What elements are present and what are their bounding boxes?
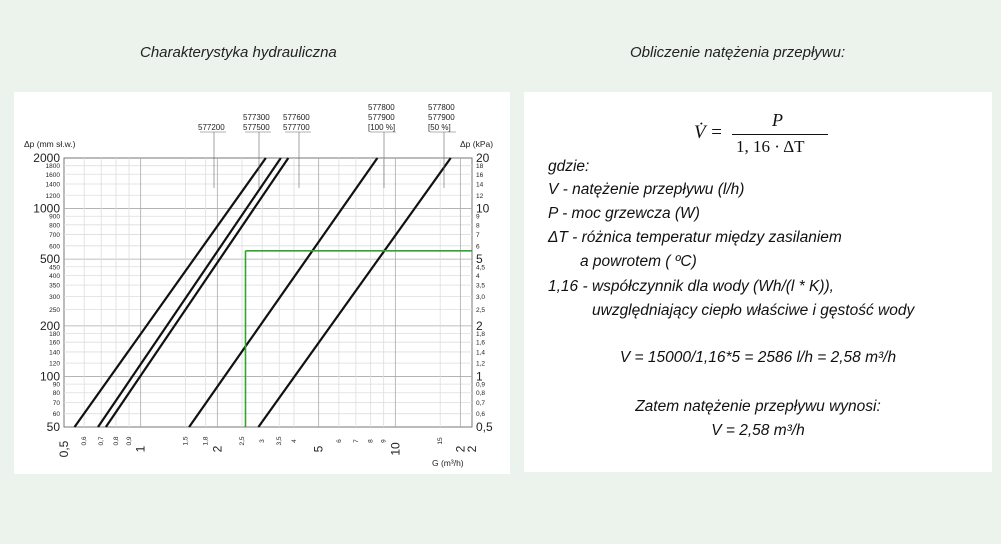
- fraction-bar: [732, 134, 828, 135]
- y-tick-label-left: 1200: [45, 192, 60, 200]
- x-axis-label: G (m³/h): [432, 458, 464, 468]
- y-tick-label-left: 80: [52, 390, 60, 398]
- y-tick-label-right: 0,6: [476, 411, 486, 419]
- y-tick-label-right: 4: [476, 272, 480, 280]
- y-tick-label-right: 4,5: [476, 264, 486, 272]
- where-label: gdzie:: [548, 158, 590, 175]
- series-label: 577700: [283, 123, 310, 132]
- x-tick-label: 3,5: [276, 436, 284, 446]
- y-tick-label-right: 0,7: [476, 399, 486, 407]
- y-tick-label-right: 5: [476, 252, 483, 267]
- calculation-title: Obliczenie natężenia przepływu:: [630, 44, 846, 61]
- x-tick-label: 8: [367, 439, 375, 443]
- x-tick-label: 2: [465, 445, 479, 453]
- x-tick-label: 0,5: [57, 440, 71, 458]
- y-tick-label-left: 200: [39, 318, 60, 333]
- y-tick-label-left: 1400: [45, 181, 60, 189]
- y-tick-label-right: 20: [476, 151, 490, 165]
- y-axis-label-right: Δp (kPa): [460, 139, 494, 149]
- x-tick-label: 9: [380, 439, 388, 443]
- y-tick-label-left: 500: [39, 252, 60, 267]
- definition-coef: 1,16 - współczynnik dla wody (Wh/(l * K)),: [548, 278, 834, 295]
- series-label: [50 %]: [428, 123, 451, 132]
- y-tick-label-left: 180: [49, 331, 60, 339]
- definition-dt-cont: a powrotem ( ºC): [580, 253, 697, 270]
- definition-v: V - natężenie przepływu (l/h): [548, 181, 745, 198]
- series-label: 577800: [428, 103, 455, 112]
- series-line: [98, 158, 281, 427]
- y-tick-label-right: 1,4: [476, 349, 486, 357]
- y-tick-label-right: 1,8: [476, 331, 486, 339]
- x-tick-label: 2: [210, 445, 225, 453]
- y-tick-label-left: 140: [49, 349, 60, 357]
- series-label: 577600: [283, 113, 310, 122]
- calculation-result: V = 15000/1,16*5 = 2586 l/h = 2,58 m³/h: [619, 349, 897, 366]
- series-line: [75, 158, 266, 427]
- y-tick-label-right: 18: [476, 163, 484, 171]
- y-tick-label-left: 100: [39, 369, 60, 384]
- chart-title: Charakterystyka hydrauliczna: [140, 44, 337, 61]
- x-tick-label: 4: [290, 439, 298, 443]
- series-line: [258, 158, 450, 427]
- y-tick-label-left: 800: [49, 222, 60, 230]
- series-label: 577900: [428, 113, 455, 122]
- series-label: 577500: [243, 123, 270, 132]
- y-tick-label-right: 2: [476, 318, 483, 333]
- y-tick-label-left: 1600: [45, 171, 60, 179]
- y-tick-label-right: 3,5: [476, 282, 486, 290]
- x-tick-label: 0,6: [81, 436, 89, 446]
- y-tick-label-left: 400: [49, 272, 60, 280]
- y-tick-label-right: 1: [476, 369, 483, 384]
- y-tick-label-left: 120: [49, 360, 60, 368]
- formula-lhs: V̇ =: [694, 122, 723, 143]
- x-tick-label: 1,8: [202, 436, 210, 446]
- definition-coef-cont: uwzględniający ciepło właściwe i gęstość wody: [592, 302, 915, 319]
- hydraulic-chart-panel: [14, 92, 510, 474]
- y-axis-label-left: Δp (mm sł.w.): [24, 139, 76, 149]
- series-label: 577200: [198, 123, 225, 132]
- series-label: 577900: [368, 113, 395, 122]
- y-tick-label-right: 14: [476, 181, 484, 189]
- y-tick-label-right: 16: [476, 171, 484, 179]
- summary-value: V = 2,58 m³/h: [711, 422, 805, 439]
- y-tick-label-left: 700: [49, 232, 60, 240]
- y-tick-label-right: 8: [476, 222, 480, 230]
- y-tick-label-right: 2,5: [476, 307, 486, 315]
- y-tick-label-left: 1000: [33, 201, 60, 216]
- y-tick-label-right: 1,2: [476, 360, 486, 368]
- x-tick-label: 0,7: [98, 436, 106, 446]
- series-label: 577300: [243, 113, 270, 122]
- y-tick-label-left: 900: [49, 213, 60, 221]
- y-tick-label-left: 250: [49, 307, 60, 315]
- y-tick-label-right: 0,5: [476, 420, 493, 434]
- y-tick-label-left: 300: [49, 293, 60, 301]
- x-tick-label: 3: [259, 439, 267, 443]
- summary-label: Zatem natężenie przepływu wynosi:: [635, 398, 881, 415]
- y-tick-label-left: 600: [49, 243, 60, 251]
- y-tick-label-right: 12: [476, 192, 484, 200]
- y-tick-label-right: 10: [476, 201, 490, 216]
- x-tick-label: 7: [352, 439, 360, 443]
- x-tick-label: 1: [133, 445, 148, 453]
- y-tick-label-right: 0,9: [476, 381, 486, 389]
- formula-denominator: 1, 16 · ΔT: [736, 137, 805, 156]
- hydraulic-chart: [14, 92, 510, 474]
- y-tick-label-left: 60: [52, 411, 60, 419]
- calculation-panel: [524, 92, 992, 472]
- x-tick-label: 1,5: [182, 436, 190, 446]
- y-tick-label-left: 2000: [33, 151, 60, 165]
- y-tick-label-left: 450: [49, 264, 60, 272]
- y-tick-label-right: 7: [476, 232, 480, 240]
- y-tick-label-left: 70: [52, 399, 60, 407]
- series-label: 577800: [368, 103, 395, 112]
- x-tick-label: 0,9: [126, 436, 134, 446]
- x-tick-label: 10: [388, 442, 403, 456]
- x-tick-label: 2: [453, 445, 468, 453]
- y-tick-label-left: 160: [49, 339, 60, 347]
- definition-p: P - moc grzewcza (W): [548, 205, 700, 222]
- y-tick-label-left: 350: [49, 282, 60, 290]
- y-tick-label-right: 3,0: [476, 293, 486, 301]
- y-tick-label-left: 1800: [45, 163, 60, 171]
- x-tick-label: 2,5: [239, 436, 247, 446]
- series-label: [100 %]: [368, 123, 396, 132]
- definition-dt: ΔT - różnica temperatur między zasilaniem: [548, 229, 842, 246]
- x-tick-label: 6: [335, 439, 343, 443]
- y-tick-label-left: 90: [52, 381, 60, 389]
- y-tick-label-left: 50: [46, 420, 60, 434]
- y-tick-label-right: 9: [476, 213, 480, 221]
- y-tick-label-right: 6: [476, 243, 480, 251]
- x-tick-label: 15: [437, 437, 445, 445]
- x-tick-label: 5: [311, 445, 326, 453]
- series-line: [106, 158, 288, 427]
- y-tick-label-right: 1,6: [476, 339, 486, 347]
- y-tick-label-right: 0,8: [476, 390, 486, 398]
- formula-numerator: P: [772, 110, 783, 130]
- x-tick-label: 0,8: [112, 436, 120, 446]
